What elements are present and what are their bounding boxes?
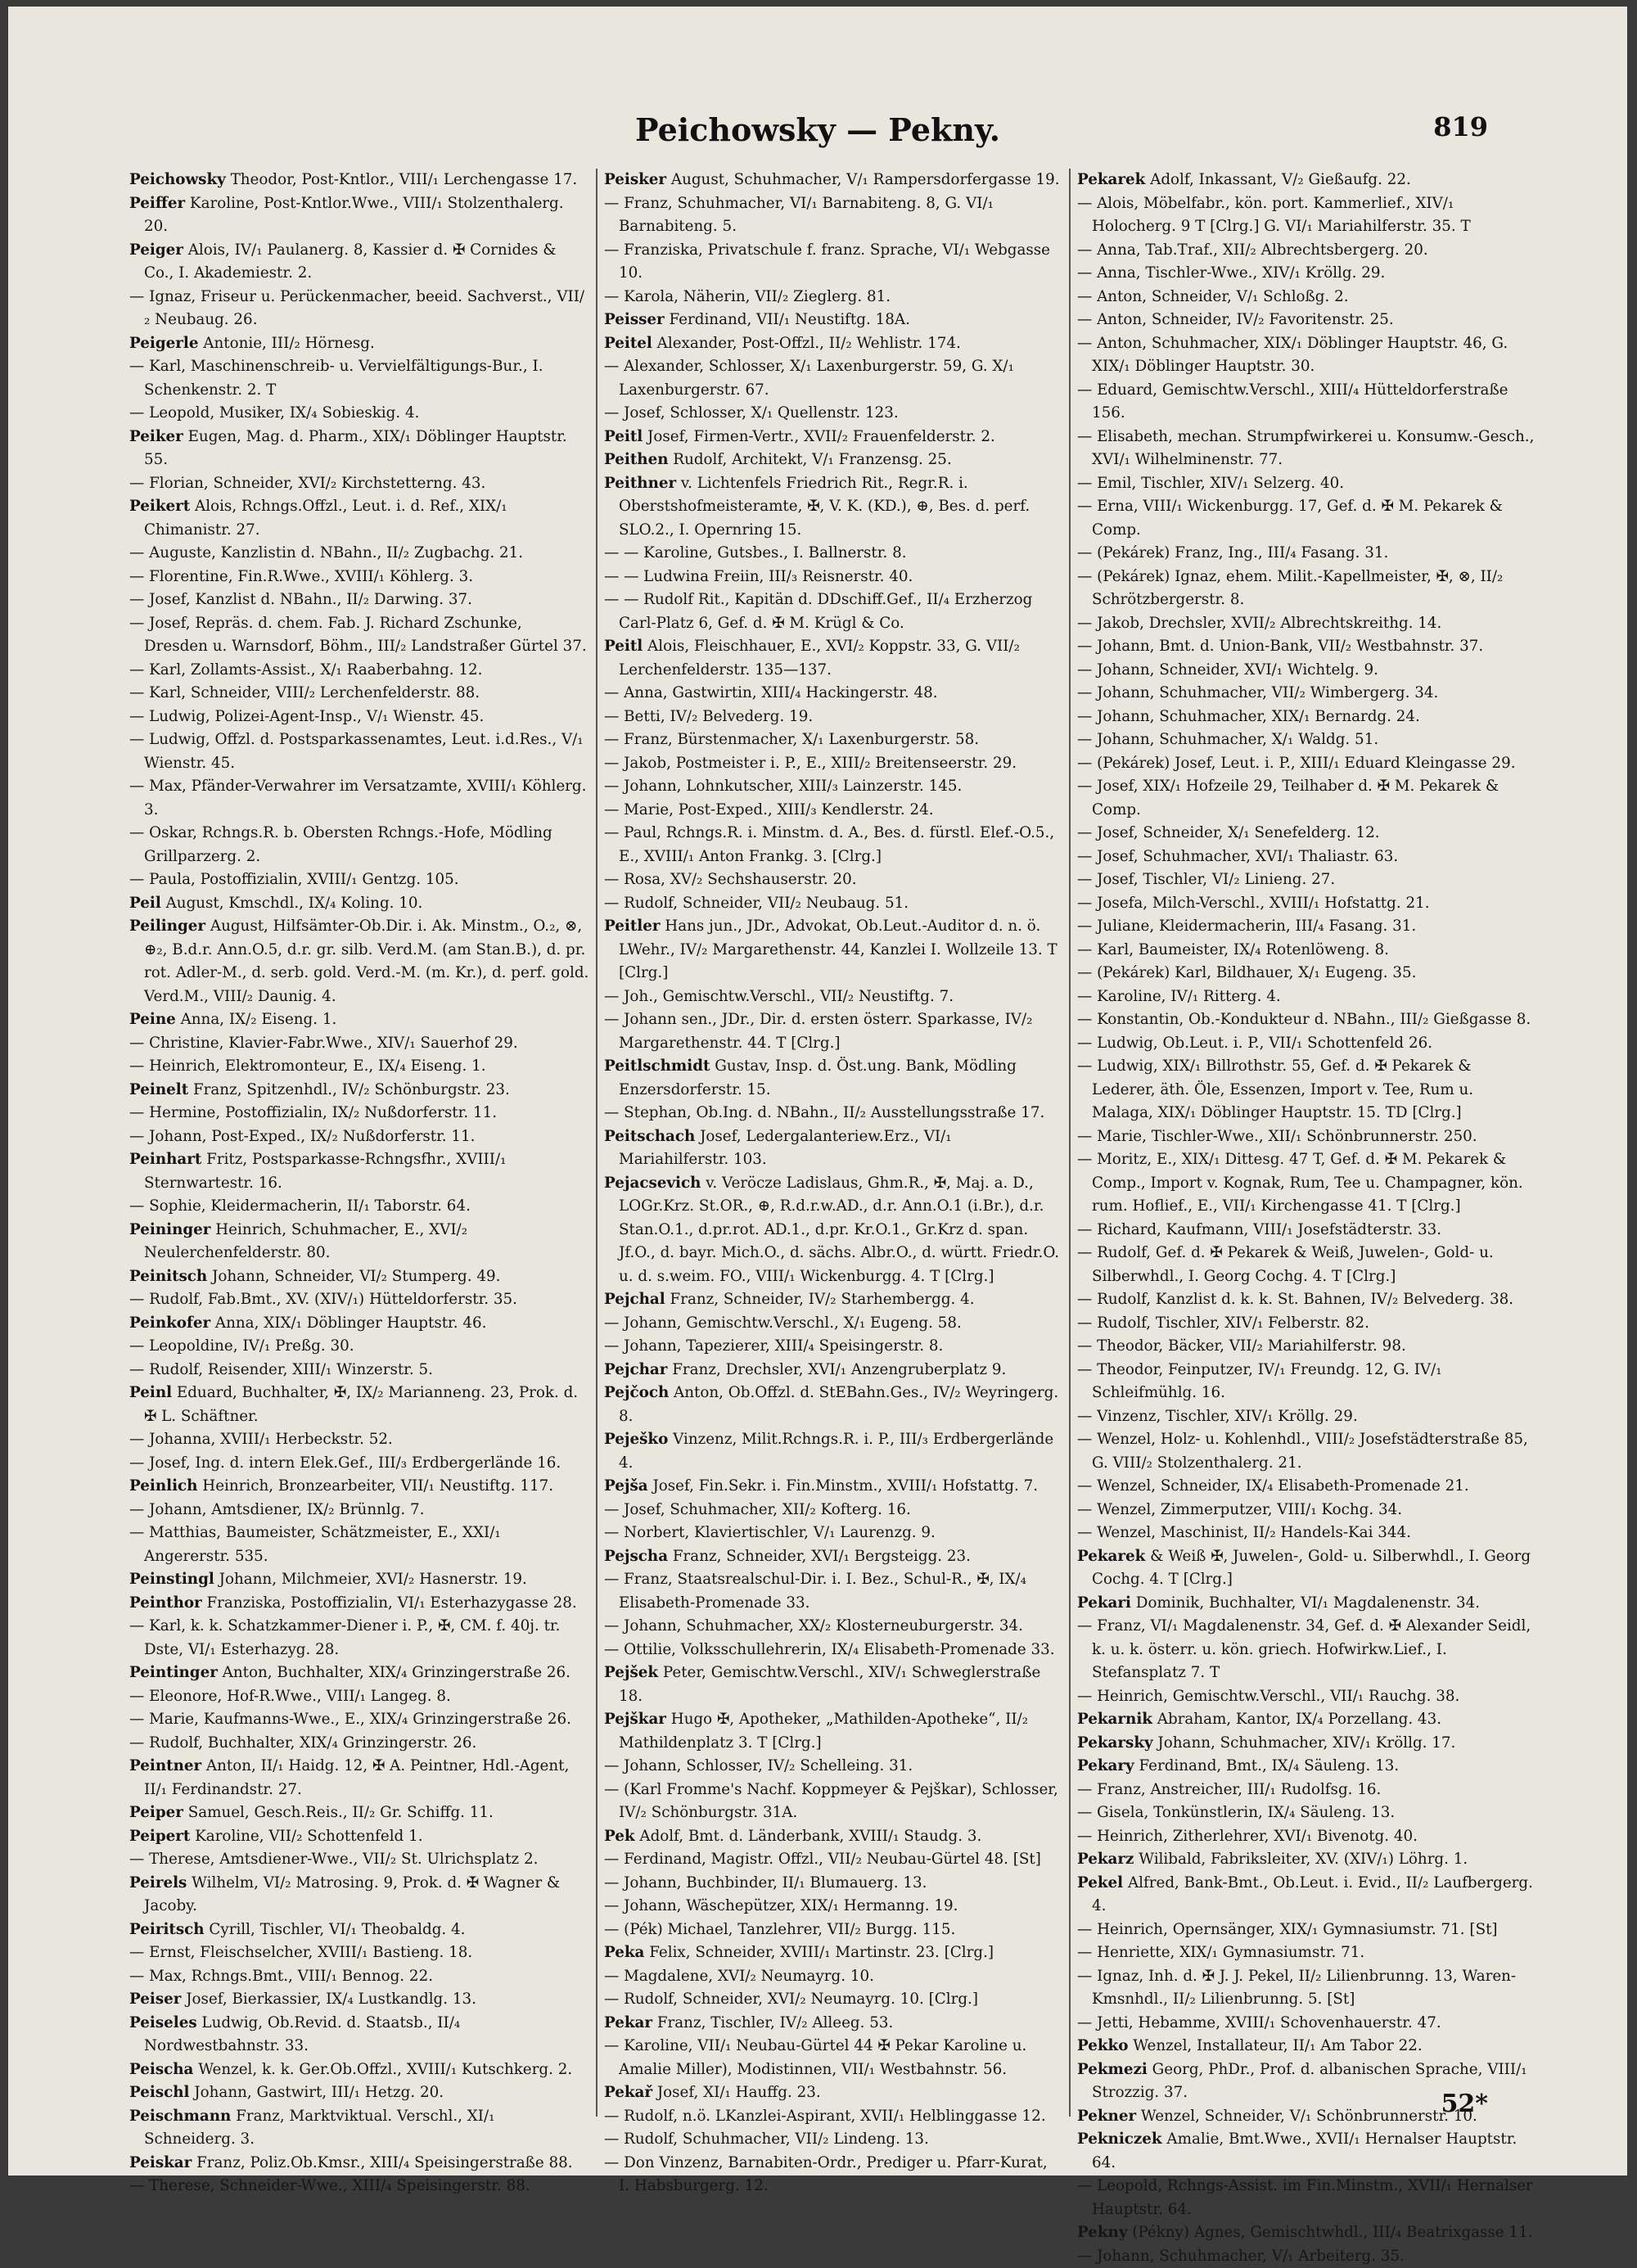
directory-entry: — Therese, Amtsdiener-Wwe., VII/₂ St. Ulrichsplatz 2. [129,1848,589,1872]
directory-entry: Pejscha Franz, Schneider, XVI/₁ Bergsteigg. 23. [604,1545,1062,1569]
directory-entry: — Emil, Tischler, XIV/₁ Selzerg. 40. [1077,472,1536,496]
directory-entry: — Anton, Schneider, V/₁ Schloßg. 2. [1077,286,1536,309]
directory-entry: — Marie, Kaufmanns-Wwe., E., XIX/₄ Grinzingerstraße 26. [129,1708,589,1732]
directory-entry: — Franz, Bürstenmacher, X/₁ Laxenburgerstr. 58. [604,728,1062,752]
running-title: Peichowsky — Pekny. [8,111,1627,148]
directory-entry: Peješko Vinzenz, Milit.Rchngs.R. i. P., III/₃ Erdbergerlände 4. [604,1428,1062,1475]
directory-entry: Peintner Anton, II/₁ Haidg. 12, ✠ A. Peintner, Hdl.-Agent, II/₁ Ferdinandstr. 27. [129,1755,589,1801]
directory-entry: Peintinger Anton, Buchhalter, XIX/₄ Grinzingerstraße 26. [129,1662,589,1685]
directory-entry: Pekarz Wilibald, Fabriksleiter, XV. (XIV/₁) Löhrg. 1. [1077,1848,1536,1872]
directory-entry: — Juliane, Kleidermacherin, III/₄ Fasang. 31. [1077,915,1536,939]
directory-entry: — Ignaz, Inh. d. ✠ J. J. Pekel, II/₂ Lilienbrunng. 13, Waren-Kmsnhdl., II/₂ Lilienbrunng. 5. [St] [1077,1965,1536,2012]
directory-entry: — Johann, Schuhmacher, X/₁ Waldg. 51. [1077,728,1536,752]
directory-entry: — Ferdinand, Magistr. Offzl., VII/₂ Neubau-Gürtel 48. [St] [604,1848,1062,1872]
directory-entry: Pekarsky Johann, Schuhmacher, XIV/₁ Kröllg. 17. [1077,1732,1536,1756]
directory-entry: — Ottilie, Volksschullehrerin, IX/₄ Elisabeth-Promenade 33. [604,1639,1062,1662]
directory-entry: — Matthias, Baumeister, Schätzmeister, E., XXI/₁ Angererstr. 535. [129,1522,589,1568]
page-number: 819 [1433,111,1488,142]
directory-entry: Pekner Wenzel, Schneider, V/₁ Schönbrunnerstr. 10. [1077,2105,1536,2129]
directory-entry: — Johann, Buchbinder, II/₁ Blumauerg. 13. [604,1872,1062,1896]
column-middle [596,169,1069,2117]
directory-entry: — Erna, VIII/₁ Wickenburgg. 17, Gef. d. ✠ M. Pekarek & Comp. [1077,495,1536,542]
directory-entry: — Ludwig, Ob.Leut. i. P., VII/₁ Schottenfeld 26. [1077,1032,1536,1056]
directory-entry: Peikert Alois, Rchngs.Offzl., Leut. i. d. Ref., XIX/₁ Chimanistr. 27. [129,495,589,542]
directory-entry: Peithner v. Lichtenfels Friedrich Rit., Regr.R. i. Oberstshofmeisteramte, ✠, V. K. (KD.), ⊕, Bes. d. perf. SLO.2., I. Opernring 15. [604,472,1062,543]
directory-entry: Peischmann Franz, Marktviktual. Verschl., XI/₁ Schneiderg. 3. [129,2105,589,2152]
directory-entry: — Heinrich, Elektromonteur, E., IX/₄ Eiseng. 1. [129,1055,589,1079]
directory-entry: — Josef, Repräs. d. chem. Fab. J. Richard Zschunke, Dresden u. Warnsdorf, Böhm., III/₂ Landstraßer Gürtel 37. [129,612,589,659]
directory-entry: — Jakob, Postmeister i. P., E., XIII/₂ Breitenseerstr. 29. [604,752,1062,776]
directory-entry: Peinkofer Anna, XIX/₁ Döblinger Hauptstr. 46. [129,1312,589,1336]
directory-entry: — Johann, Post-Exped., IX/₂ Nußdorferstr. 11. [129,1125,589,1149]
directory-entry: — Johann, Schlosser, IV/₂ Schelleing. 31. [604,1755,1062,1779]
directory-entry: — (Pekárek) Josef, Leut. i. P., XIII/₁ Eduard Kleingasse 29. [1077,752,1536,776]
directory-entry: — Franz, VI/₁ Magdalenenstr. 34, Gef. d. ✠ Alexander Seidl, k. u. k. österr. u. kön. griech. Hofwirkw.Lief., I. Stefansplatz 7. T [1077,1615,1536,1685]
directory-entry: Pekny (Pékny) Agnes, Gemischtwhdl., III/₄ Beatrixgasse 11. [1077,2221,1536,2245]
directory-entry: — Oskar, Rchngs.R. b. Obersten Rchngs.-Hofe, Mödling Grillparzerg. 2. [129,822,589,868]
directory-entry: — Johann, Schuhmacher, XIX/₁ Bernardg. 24. [1077,706,1536,729]
directory-entry: Peinelt Franz, Spitzenhdl., IV/₂ Schönburgstr. 23. [129,1079,589,1102]
directory-entry: — Anton, Schuhmacher, XIX/₁ Döblinger Hauptstr. 46, G. XIX/₁ Döblinger Hauptstr. 30. [1077,332,1536,379]
directory-entry: Peitl Josef, Firmen-Vertr., XVII/₂ Frauenfelderstr. 2. [604,426,1062,449]
directory-entry: Peiseles Ludwig, Ob.Revid. d. Staatsb., II/₄ Nordwestbahnstr. 33. [129,2012,589,2058]
directory-entry: Pekko Wenzel, Installateur, II/₁ Am Tabor 22. [1077,2035,1536,2058]
directory-entry: — Ignaz, Friseur u. Perückenmacher, beeid. Sachverst., VII/₂ Neubaug. 26. [129,286,589,332]
directory-entry: — Josef, Schlosser, X/₁ Quellenstr. 123. [604,402,1062,426]
directory-entry: — Rudolf, Gef. d. ✠ Pekarek & Weiß, Juwelen-, Gold- u. Silberwhdl., I. Georg Cochg. 4. T [Clrg.] [1077,1242,1536,1288]
directory-entry: — — Rudolf Rit., Kapitän d. DDschiff.Gef., II/₄ Erzherzog Carl-Platz 6, Gef. d. ✠ M. Krügl & Co. [604,588,1062,635]
directory-entry: Peiffer Karoline, Post-Kntlor.Wwe., VIII/₁ Stolzenthalerg. 20. [129,192,589,239]
directory-entry: Pek Adolf, Bmt. d. Länderbank, XVIII/₁ Staudg. 3. [604,1825,1062,1849]
directory-entry: — Rudolf, Schuhmacher, VII/₂ Lindeng. 13. [604,2128,1062,2152]
directory-entry: — Josef, Schneider, X/₁ Senefelderg. 12. [1077,822,1536,845]
directory-entry: — Josef, Schuhmacher, XVI/₁ Thaliastr. 63. [1077,845,1536,869]
directory-entry: Peischl Johann, Gastwirt, III/₁ Hetzg. 20. [129,2081,589,2105]
directory-entry: — Josef, XIX/₁ Hofzeile 29, Teilhaber d. ✠ M. Pekarek & Comp. [1077,775,1536,822]
directory-entry: — Alexander, Schlosser, X/₁ Laxenburgerstr. 59, G. X/₁ Laxenburgerstr. 67. [604,355,1062,402]
directory-entry: — Norbert, Klaviertischler, V/₁ Laurenzg. 9. [604,1522,1062,1545]
directory-entry: — Karl, Maschinenschreib- u. Vervielfältigungs-Bur., I. Schenkenstr. 2. T [129,355,589,402]
directory-entry: Peischa Wenzel, k. k. Ger.Ob.Offzl., XVIII/₁ Kutschkerg. 2. [129,2058,589,2082]
directory-entry: — Betti, IV/₂ Belvederg. 19. [604,706,1062,729]
directory-entry: — Theodor, Feinputzer, IV/₁ Freundg. 12, G. IV/₁ Schleifmühlg. 16. [1077,1359,1536,1405]
directory-entry: — — Karoline, Gutsbes., I. Ballnerstr. 8. [604,542,1062,566]
directory-entry: — Sophie, Kleidermacherin, II/₁ Taborstr. 64. [129,1195,589,1219]
directory-entry: — (Pék) Michael, Tanzlehrer, VII/₂ Burgg. 115. [604,1919,1062,1942]
directory-entry: Pekary Ferdinand, Bmt., IX/₄ Säuleng. 13. [1077,1755,1536,1779]
directory-entry: Peisser Ferdinand, VII/₁ Neustiftg. 18A. [604,309,1062,332]
directory-entry: — Franz, Anstreicher, III/₁ Rudolfsg. 16. [1077,1779,1536,1802]
directory-entry: — Karl, k. k. Schatzkammer-Diener i. P., ✠, CM. f. 40j. tr. Dste, VI/₁ Esterhazyg. 28. [129,1615,589,1662]
directory-entry: — Christine, Klavier-Fabr.Wwe., XIV/₁ Sauerhof 29. [129,1032,589,1056]
directory-entry: Peilinger August, Hilfsämter-Ob.Dir. i. Ak. Minstm., O.₂, ⊗, ⊕₂, B.d.r. Ann.O.5, d.r. gr. silb. Verd.M. (am Stan.B.), d. pr. rot. Adler-M., d. serb. gold. Verd.-M. (m. Kr.), d. perf. gold. Verd.M., VIII/₂ Daunig. 4. [129,915,589,1008]
directory-entry: — Theodor, Bäcker, VII/₂ Mariahilferstr. 98. [1077,1335,1536,1359]
directory-entry: — Johann, Bmt. d. Union-Bank, VII/₂ Westbahnstr. 37. [1077,635,1536,659]
directory-entry: Peka Felix, Schneider, XVIII/₁ Martinstr. 23. [Clrg.] [604,1941,1062,1965]
directory-entry: Peininger Heinrich, Schuhmacher, E., XVI/₂ Neulerchenfelderstr. 80. [129,1219,589,1265]
directory-entry: — Johann, Amtsdiener, IX/₂ Brünnlg. 7. [129,1499,589,1522]
directory-entry: — Jetti, Hebamme, XVIII/₁ Schovenhauerstr. 47. [1077,2012,1536,2036]
directory-entry: — Josefa, Milch-Verschl., XVIII/₁ Hofstattg. 21. [1077,892,1536,916]
directory-entry: — Franz, Staatsrealschul-Dir. i. I. Bez., Schul-R., ✠, IX/₄ Elisabeth-Promenade 33. [604,1568,1062,1615]
directory-entry: Pekarek & Weiß ✠, Juwelen-, Gold- u. Silberwhdl., I. Georg Cochg. 4. T [Clrg.] [1077,1545,1536,1592]
directory-entry: — Karl, Baumeister, IX/₄ Rotenlöweng. 8. [1077,939,1536,963]
directory-entry: Peinthor Franziska, Postoffizialin, VI/₁ Esterhazygasse 28. [129,1592,589,1616]
directory-entry: — Johann, Schuhmacher, XX/₂ Klosterneuburgerstr. 34. [604,1615,1062,1639]
directory-entry: — Rudolf, Reisender, XIII/₁ Winzerstr. 5. [129,1359,589,1382]
directory-entry: Peitschach Josef, Ledergalanteriew.Erz., VI/₁ Mariahilferstr. 103. [604,1125,1062,1172]
directory-entry: — Franz, Schuhmacher, VI/₁ Barnabiteng. 8, G. VI/₁ Barnabiteng. 5. [604,192,1062,239]
directory-entry: — Rosa, XV/₂ Sechshauserstr. 20. [604,868,1062,892]
directory-entry: — Josef, Kanzlist d. NBahn., II/₂ Darwing. 37. [129,588,589,612]
directory-entry: — Florian, Schneider, XVI/₂ Kirchstetterng. 43. [129,472,589,496]
directory-entry: Peiper Samuel, Gesch.Reis., II/₂ Gr. Schiffg. 11. [129,1801,589,1825]
directory-entry: — Rudolf, Tischler, XIV/₁ Felberstr. 82. [1077,1312,1536,1336]
directory-entry: — Heinrich, Opernsänger, XIX/₁ Gymnasiumstr. 71. [St] [1077,1919,1536,1942]
directory-entry: — Anna, Tischler-Wwe., XIV/₁ Kröllg. 29. [1077,262,1536,286]
directory-entry: — — Ludwina Freiin, III/₃ Reisnerstr. 40. [604,566,1062,589]
directory-entry: — Josef, Tischler, VI/₂ Linieng. 27. [1077,868,1536,892]
directory-entry: — Johann, Gemischtw.Verschl., X/₁ Eugeng. 58. [604,1312,1062,1336]
page-header [8,111,1627,160]
directory-entry: — Rudolf, Fab.Bmt., XV. (XIV/₁) Hütteldorferstr. 35. [129,1288,589,1312]
directory-entry: Peitler Hans jun., JDr., Advokat, Ob.Leut.-Auditor d. n. ö. LWehr., IV/₂ Margarethenstr. 44, Kanzlei I. Wollzeile 13. T [Clrg.] [604,915,1062,985]
directory-entry: Peinhart Fritz, Postsparkasse-Rchngsfhr., XVIII/₁ Sternwartestr. 16. [129,1148,589,1195]
directory-entry: — Ludwig, Polizei-Agent-Insp., V/₁ Wienstr. 45. [129,706,589,729]
directory-entry: Pekarnik Abraham, Kantor, IX/₄ Porzellang. 43. [1077,1708,1536,1732]
directory-entry: — Marie, Post-Exped., XIII/₃ Kendlerstr. 24. [604,799,1062,823]
directory-entry: — Johanna, XVIII/₁ Herbeckstr. 52. [129,1428,589,1452]
directory-entry: Peine Anna, IX/₂ Eiseng. 1. [129,1008,589,1032]
signature-mark: 52* [1441,2090,1488,2118]
directory-page [8,7,1627,2176]
directory-entry: Pekmezi Georg, PhDr., Prof. d. albanischen Sprache, VIII/₁ Strozzig. 37. [1077,2058,1536,2105]
directory-entry: — Anna, Tab.Traf., XII/₂ Albrechtsbergerg. 20. [1077,239,1536,263]
directory-entry: — Karoline, VII/₁ Neubau-Gürtel 44 ✠ Pekar Karoline u. Amalie Miller), Modistinnen, VII/₁ Westbahnstr. 56. [604,2035,1062,2081]
directory-entry: Peiger Alois, IV/₁ Paulanerg. 8, Kassier d. ✠ Cornides & Co., I. Akademiestr. 2. [129,239,589,286]
directory-entry: — Konstantin, Ob.-Kondukteur d. NBahn., III/₂ Gießgasse 8. [1077,1008,1536,1032]
directory-entry: Peithen Rudolf, Architekt, V/₁ Franzensg. 25. [604,449,1062,472]
directory-entry: — Henriette, XIX/₁ Gymnasiumstr. 71. [1077,1941,1536,1965]
directory-entry: — Hermine, Postoffizialin, IX/₂ Nußdorferstr. 11. [129,1102,589,1125]
directory-entry: Peitl Alois, Fleischhauer, E., XVI/₂ Koppstr. 33, G. VII/₂ Lerchenfelderstr. 135—137. [604,635,1062,682]
column-right [1069,169,1542,2117]
directory-entry: — Max, Rchngs.Bmt., VIII/₁ Bennog. 22. [129,1965,589,1989]
directory-entry: Pejchal Franz, Schneider, IV/₂ Starhembergg. 4. [604,1288,1062,1312]
directory-entry: Pekar Franz, Tischler, IV/₂ Alleeg. 53. [604,2012,1062,2036]
directory-entry: — Paula, Postoffizialin, XVIII/₁ Gentzg. 105. [129,868,589,892]
directory-entry: Pejšek Peter, Gemischtw.Verschl., XIV/₁ Schweglerstraße 18. [604,1662,1062,1708]
directory-entry: — Johann, Schuhmacher, VII/₂ Wimbergerg. 34. [1077,682,1536,706]
directory-entry: — Moritz, E., XIX/₁ Dittesg. 47 T, Gef. d. ✠ M. Pekarek & Comp., Import v. Kognak, Rum, Tee u. Champagner, kön. rum. Hoflief., E., VII/₁ Kirchengasse 41. T [Clrg.] [1077,1148,1536,1219]
directory-entry: Pekarek Adolf, Inkassant, V/₂ Gießaufg. 22. [1077,169,1536,192]
directory-entry: — (Pekárek) Ignaz, ehem. Milit.-Kapellmeister, ✠, ⊗, II/₂ Schrötzbergerstr. 8. [1077,566,1536,612]
directory-entry: — Max, Pfänder-Verwahrer im Versatzamte, XVIII/₁ Köhlerg. 3. [129,775,589,822]
directory-entry: — Franziska, Privatschule f. franz. Sprache, VI/₁ Webgasse 10. [604,239,1062,286]
directory-entry: — Ernst, Fleischselcher, XVIII/₁ Bastieng. 18. [129,1941,589,1965]
directory-entry: — Karl, Schneider, VIII/₂ Lerchenfelderstr. 88. [129,682,589,706]
directory-entry: — Rudolf, Schneider, VII/₂ Neubaug. 51. [604,892,1062,916]
directory-entry: Peinlich Heinrich, Bronzearbeiter, VII/₁ Neustiftg. 117. [129,1475,589,1499]
directory-entry: Pekař Josef, XI/₁ Hauffg. 23. [604,2081,1062,2105]
directory-entry: Peichowsky Theodor, Post-Kntlor., VIII/₁ Lerchengasse 17. [129,169,589,192]
directory-entry: — Johann, Lohnkutscher, XIII/₃ Lainzerstr. 145. [604,775,1062,799]
directory-entry: — Karl, Zollamts-Assist., X/₁ Raaberbahng. 12. [129,659,589,683]
directory-entry: — Vinzenz, Tischler, XIV/₁ Kröllg. 29. [1077,1405,1536,1429]
directory-entry: — Jakob, Drechsler, XVII/₂ Albrechtskreithg. 14. [1077,612,1536,636]
directory-entry: — Wenzel, Zimmerputzer, VIII/₁ Kochg. 34. [1077,1499,1536,1522]
directory-entry: Pekari Dominik, Buchhalter, VI/₁ Magdalenenstr. 34. [1077,1592,1536,1616]
directory-entry: — Elisabeth, mechan. Strumpfwirkerei u. Konsumw.-Gesch., XVI/₁ Wilhelminenstr. 77. [1077,426,1536,472]
directory-entry: Peiser Josef, Bierkassier, IX/₄ Lustkandlg. 13. [129,1988,589,2012]
directory-entry: — Johann, Schneider, XVI/₁ Wichtelg. 9. [1077,659,1536,683]
directory-entry: — Leopoldine, IV/₁ Preßg. 30. [129,1335,589,1359]
directory-entry: — Eleonore, Hof-R.Wwe., VIII/₁ Langeg. 8. [129,1685,589,1709]
directory-entry: Peiskar Franz, Poliz.Ob.Kmsr., XIII/₄ Speisingerstraße 88. [129,2152,589,2176]
directory-entry: — Therese, Schneider-Wwe., XIII/₄ Speisingerstr. 88. [129,2175,589,2198]
directory-entry: — Gisela, Tonkünstlerin, IX/₄ Säuleng. 13. [1077,1801,1536,1825]
directory-entry: — Stephan, Ob.Ing. d. NBahn., II/₂ Ausstellungsstraße 17. [604,1102,1062,1125]
directory-entry: — Wenzel, Schneider, IX/₄ Elisabeth-Promenade 21. [1077,1475,1536,1499]
directory-entry: Peinstingl Johann, Milchmeier, XVI/₂ Hasnerstr. 19. [129,1568,589,1592]
directory-entry: — (Karl Fromme's Nachf. Koppmeyer & Pejškar), Schlosser, IV/₂ Schönburgstr. 31A. [604,1779,1062,1825]
directory-entry: Pejacsevich v. Veröcze Ladislaus, Ghm.R., ✠, Maj. a. D., LOGr.Krz. St.OR., ⊕, R.d.r.w.AD., d.r. Ann.O.1 (i.Br.), d.r. Stan.O.1., d.pr.rot. AD.1., d.pr. Kr.O.1., Gr.Krz d. span. Jf.O., d. bayr. Mich.O., d. sächs. Albr.O., d. württ. Friedr.O. u. d. s.weim. FO., VIII/₁ Wickenburgg. 4. T [Clrg.] [604,1172,1062,1289]
directory-entry: — Paul, Rchngs.R. i. Minstm. d. A., Bes. d. fürstl. Elef.-O.5., E., XVIII/₁ Anton Frankg. 3. [Clrg.] [604,822,1062,868]
directory-entry: Pejškar Hugo ✠, Apotheker, „Mathilden-Apotheke“, II/₂ Mathildenplatz 3. T [Clrg.] [604,1708,1062,1755]
directory-entry: — Joh., Gemischtw.Verschl., VII/₂ Neustiftg. 7. [604,985,1062,1009]
directory-entry: — Leopold, Musiker, IX/₄ Sobieskig. 4. [129,402,589,426]
directory-entry: — Johann, Wäschepützer, XIX/₁ Hermanng. 19. [604,1895,1062,1919]
directory-entry: Peipert Karoline, VII/₂ Schottenfeld 1. [129,1825,589,1849]
directory-entry: — Alois, Möbelfabr., kön. port. Kammerlief., XIV/₁ Holocherg. 9 T [Clrg.] G. VI/₁ Mariahilferstr. 35. T [1077,192,1536,239]
directory-entry: — Auguste, Kanzlistin d. NBahn., II/₂ Zugbachg. 21. [129,542,589,566]
column-left [123,169,596,2117]
directory-entry: — Richard, Kaufmann, VIII/₁ Josefstädterstr. 33. [1077,1219,1536,1242]
directory-entry: — Ludwig, Offzl. d. Postsparkassenamtes, Leut. i.d.Res., V/₁ Wienstr. 45. [129,728,589,775]
directory-entry: — Florentine, Fin.R.Wwe., XVIII/₁ Köhlerg. 3. [129,566,589,589]
directory-entry: — Karoline, IV/₁ Ritterg. 4. [1077,985,1536,1009]
directory-entry: Pejša Josef, Fin.Sekr. i. Fin.Minstm., XVIII/₁ Hofstattg. 7. [604,1475,1062,1499]
directory-entry: — Josef, Schuhmacher, XII/₂ Kofterg. 16. [604,1499,1062,1522]
directory-entry: — Wenzel, Maschinist, II/₂ Handels-Kai 344. [1077,1522,1536,1545]
directory-entry: — Karola, Näherin, VII/₂ Zieglerg. 81. [604,286,1062,309]
directory-entry: — Rudolf, Buchhalter, XIX/₄ Grinzingerstr. 26. [129,1732,589,1756]
directory-entry: — Ludwig, XIX/₁ Billrothstr. 55, Gef. d. ✠ Pekarek & Lederer, äth. Öle, Essenzen, Import v. Tee, Rum u. Malaga, XIX/₁ Döblinger Hauptstr. 15. TD [Clrg.] [1077,1055,1536,1125]
directory-entry: — Johann, Schuhmacher, V/₁ Arbeiterg. 35. [1077,2245,1536,2268]
directory-entry: Peinitsch Johann, Schneider, VI/₂ Stumperg. 49. [129,1265,589,1289]
directory-entry: — Marie, Tischler-Wwe., XII/₁ Schönbrunnerstr. 250. [1077,1125,1536,1149]
directory-entry: Peiker Eugen, Mag. d. Pharm., XIX/₁ Döblinger Hauptstr. 55. [129,426,589,472]
directory-columns [123,169,1543,2117]
directory-entry: Pekniczek Amalie, Bmt.Wwe., XVII/₁ Hernalser Hauptstr. 64. [1077,2128,1536,2175]
directory-entry: — (Pekárek) Franz, Ing., III/₄ Fasang. 31. [1077,542,1536,566]
directory-entry: Peiritsch Cyrill, Tischler, VI/₁ Theobaldg. 4. [129,1919,589,1942]
directory-entry: — Heinrich, Zitherlehrer, XVI/₁ Bivenotg. 40. [1077,1825,1536,1849]
directory-entry: — Heinrich, Gemischtw.Verschl., VII/₁ Rauchg. 38. [1077,1685,1536,1709]
directory-entry: — Don Vinzenz, Barnabiten-Ordr., Prediger u. Pfarr-Kurat, I. Habsburgerg. 12. [604,2152,1062,2198]
directory-entry: Peisker August, Schuhmacher, V/₁ Rampersdorfergasse 19. [604,169,1062,192]
directory-entry: Pejčoch Anton, Ob.Offzl. d. StEBahn.Ges., IV/₂ Weyringerg. 8. [604,1382,1062,1428]
directory-entry: Pekel Alfred, Bank-Bmt., Ob.Leut. i. Evid., II/₂ Laufbergerg. 4. [1077,1872,1536,1919]
directory-entry: — Rudolf, Schneider, XVI/₂ Neumayrg. 10. [Clrg.] [604,1988,1062,2012]
directory-entry: — Eduard, Gemischtw.Verschl., XIII/₄ Hütteldorferstraße 156. [1077,379,1536,426]
directory-entry: Peitel Alexander, Post-Offzl., II/₂ Wehlistr. 174. [604,332,1062,356]
directory-entry: — Anna, Gastwirtin, XIII/₄ Hackingerstr. 48. [604,682,1062,706]
directory-entry: Peinl Eduard, Buchhalter, ✠, IX/₂ Marianneng. 23, Prok. d. ✠ L. Schäftner. [129,1382,589,1428]
directory-entry: Peil August, Kmschdl., IX/₄ Koling. 10. [129,892,589,916]
directory-entry: — (Pekárek) Karl, Bildhauer, X/₁ Eugeng. 35. [1077,962,1536,985]
directory-entry: — Johann, Tapezierer, XIII/₄ Speisingerstr. 8. [604,1335,1062,1359]
directory-entry: — Johann sen., JDr., Dir. d. ersten österr. Sparkasse, IV/₂ Margarethenstr. 44. T [Clrg.] [604,1008,1062,1055]
directory-entry: — Rudolf, n.ö. LKanzlei-Aspirant, XVII/₁ Helblinggasse 12. [604,2105,1062,2129]
directory-entry: Pejchar Franz, Drechsler, XVI/₁ Anzengruberplatz 9. [604,1359,1062,1382]
directory-entry: — Rudolf, Kanzlist d. k. k. St. Bahnen, IV/₂ Belvederg. 38. [1077,1288,1536,1312]
directory-entry: — Wenzel, Holz- u. Kohlenhdl., VIII/₂ Josefstädterstraße 85, G. VIII/₂ Stolzenthalerg. 21. [1077,1428,1536,1475]
directory-entry: Peigerle Antonie, III/₂ Hörnesg. [129,332,589,356]
directory-entry: — Josef, Ing. d. intern Elek.Gef., III/₃ Erdbergerlände 16. [129,1452,589,1476]
directory-entry: — Leopold, Rchngs-Assist. im Fin.Minstm., XVII/₁ Hernalser Hauptstr. 64. [1077,2175,1536,2221]
directory-entry: Peirels Wilhelm, VI/₂ Matrosing. 9, Prok. d. ✠ Wagner & Jacoby. [129,1872,589,1919]
directory-entry: Peitlschmidt Gustav, Insp. d. Öst.ung. Bank, Mödling Enzersdorferstr. 15. [604,1055,1062,1102]
directory-entry: — Anton, Schneider, IV/₂ Favoritenstr. 25. [1077,309,1536,332]
directory-entry: — Magdalene, XVI/₂ Neumayrg. 10. [604,1965,1062,1989]
